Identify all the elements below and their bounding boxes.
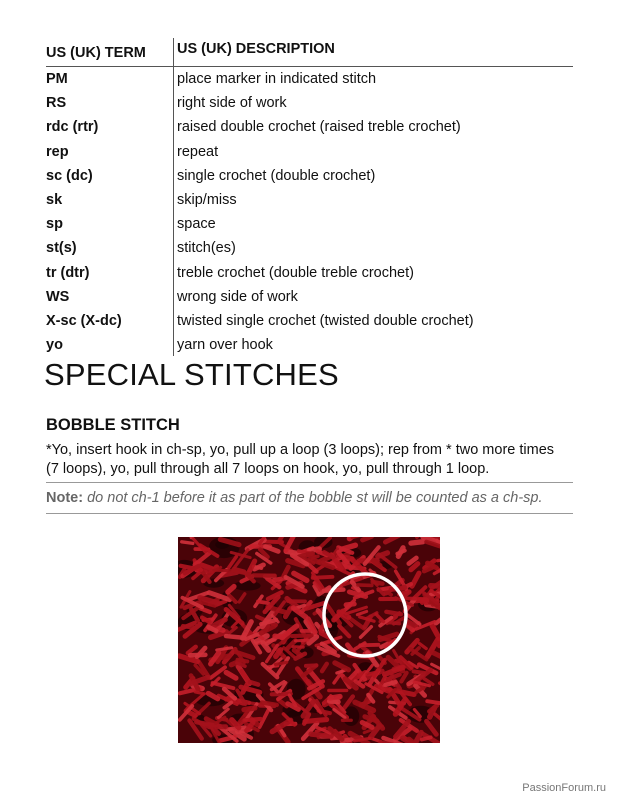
term-cell: X-sc (X-dc) xyxy=(46,312,122,329)
watermark: PassionForum.ru xyxy=(522,782,606,794)
table-header xyxy=(46,38,573,67)
table-row xyxy=(46,91,573,115)
table-row xyxy=(46,67,573,91)
term-cell: rdc (rtr) xyxy=(46,119,99,136)
column-divider xyxy=(173,38,174,356)
table-row xyxy=(46,261,573,285)
term-cell: WS xyxy=(46,288,70,305)
term-cell: rep xyxy=(46,143,69,160)
section-title: SPECIAL STITCHES xyxy=(44,357,339,392)
term-cell: sp xyxy=(46,216,63,233)
description-cell: treble crochet (double treble crochet) xyxy=(177,264,414,281)
table-row xyxy=(46,188,573,212)
crochet-texture-image xyxy=(178,537,440,743)
term-cell: yo xyxy=(46,337,63,354)
term-cell: RS xyxy=(46,95,67,112)
table-row xyxy=(46,285,573,309)
note-label: Note: xyxy=(46,490,84,506)
table-row xyxy=(46,309,573,333)
note-text: do not ch-1 before it as part of the bobble st will be counted as a ch-sp. xyxy=(87,490,543,506)
table-row xyxy=(46,115,573,139)
table-body xyxy=(46,67,573,357)
description-cell: yarn over hook xyxy=(177,337,273,354)
bobble-stitch-instructions: *Yo, insert hook in ch-sp, yo, pull up a loop (3 loops); rep from * two more times (7 loops), yo, pull through all 7 loops on hook, yo, pull through 1 loop. xyxy=(46,442,555,477)
bobble-stitch-photo xyxy=(178,537,440,743)
description-cell: wrong side of work xyxy=(177,288,298,305)
table-row xyxy=(46,333,573,357)
table-row xyxy=(46,236,573,260)
table-row xyxy=(46,164,573,188)
description-cell: skip/miss xyxy=(177,192,237,209)
description-cell: single crochet (double crochet) xyxy=(177,167,376,184)
table-row xyxy=(46,140,573,164)
description-cell: right side of work xyxy=(177,95,287,112)
term-cell: tr (dtr) xyxy=(46,264,90,281)
header-description: US (UK) DESCRIPTION xyxy=(177,41,335,57)
description-cell: twisted single crochet (twisted double crochet) xyxy=(177,312,474,329)
term-cell: st(s) xyxy=(46,240,77,257)
term-cell: sc (dc) xyxy=(46,167,93,184)
description-cell: repeat xyxy=(177,143,219,160)
description-cell: space xyxy=(177,216,216,233)
description-cell: raised double crochet (raised treble crochet) xyxy=(177,119,461,136)
term-cell: sk xyxy=(46,192,63,209)
description-cell: stitch(es) xyxy=(177,240,236,257)
note-box xyxy=(46,482,573,514)
abbreviations-table xyxy=(46,38,573,357)
header-term: US (UK) TERM xyxy=(46,45,146,61)
bobble-stitch-title: BOBBLE STITCH xyxy=(46,416,180,434)
description-cell: place marker in indicated stitch xyxy=(177,71,377,88)
table-row xyxy=(46,212,573,236)
term-cell: PM xyxy=(46,71,68,88)
